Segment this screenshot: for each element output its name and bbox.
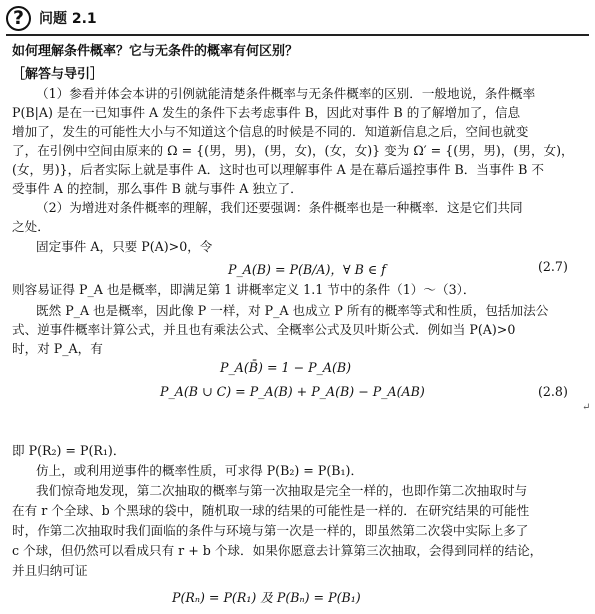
text-line: 受事件 A 的控制，那么事件 B 就与事件 A 独立了． (12, 181, 303, 196)
text-line: P(B|A) 是在一已知事件 A 发生的条件下去考虑事件 B，因此对事件 B 的了解增加了，信息 (12, 105, 521, 120)
question-text: 如何理解条件概率？它与无条件的概率有何区别？ (12, 44, 299, 59)
answer-section-tag: ［解答与导引］ (12, 67, 104, 82)
text-line: 时，对 P_A，有 (12, 341, 103, 356)
equation: P_A(B ∪ C) = P_A(B) + P_A(B) − P_A(AB) (160, 384, 425, 399)
equation: P(Rₙ) = P(R₁) 及 P(Bₙ) = P(B₁) (172, 590, 361, 605)
equation-number: (2.8) (538, 384, 568, 399)
text-line: 则容易证得 P_A 也是概率，即满足第 1 讲概率定义 1.1 节中的条件（1）～（3）． (12, 282, 476, 297)
text-line: （2）为增进对条件概率的理解，我们还要强调：条件概率也是一种概率．这是它们共同 (36, 200, 523, 215)
text-line: 固定事件 A，只要 P(A)>0，令 (36, 239, 213, 254)
text-line: (女，男)}，后者实际上就是事件 A．这时也可以理解事件 A 是在幕后遥控事件 B．当事件 B 不 (12, 162, 544, 177)
return-mark: ↵ (582, 402, 591, 413)
text-line: 在有 r 个全球、b 个黑球的袋中，随机取一球的结果的可能性是一样的．在研究结果的可能性 (12, 503, 530, 518)
header-rule (6, 34, 589, 36)
text-line: 仿上，或利用逆事件的概率性质，可求得 P(B₂) = P(B₁)． (36, 463, 364, 478)
text-line: 之处． (12, 219, 50, 234)
text-line: 式、逆事件概率计算公式，并且也有乘法公式、全概率公式及贝叶斯公式．例如当 P(A)>0 (12, 322, 516, 337)
text-line: （1）参看并体会本讲的引例就能清楚条件概率与无条件概率的区别．一般地说，条件概率 (36, 86, 536, 101)
question-mark-icon: ? (6, 6, 31, 31)
equation: P_A(B̄) = 1 − P_A(B) (220, 360, 352, 375)
text-line: 即 P(R₂) = P(R₁)． (12, 443, 126, 458)
question-header (6, 3, 97, 33)
text-line: 了，在引例中空间由原来的 Ω = {(男，男)，(男，女)，(女，女)} 变为 Ω′ = {(男，男)，(男，女)， (12, 143, 574, 158)
text-line: c 个球，但仍然可以看成只有 r + b 个球．如果你愿意去计算第三次抽取，会得到同样的结论， (12, 543, 543, 558)
text-line: 并且归纳可证 (12, 563, 88, 578)
text-line: 既然 P_A 也是概率，因此像 P 一样，对 P_A 也成立 P 所有的概率等式和性质，包括加法公 (36, 303, 549, 318)
text-line: 时，作第二次抽取时我们面临的条件与环境与第一次是一样的，即虽然第二次袋中实际上多了 (12, 523, 529, 538)
equation: P_A(B) = P(B/A)，∀ B ∈ f (228, 262, 386, 277)
text-line: 增加了，发生的可能性大小与不知道这个信息的时候是不同的．知道新信息之后，空间也就变 (12, 124, 529, 139)
question-title: 问题 2.1 (39, 11, 97, 27)
text-line: 我们惊奇地发现，第二次抽取的概率与第一次抽取是完全一样的，也即作第二次抽取时与 (36, 483, 528, 498)
equation-number: (2.7) (538, 259, 568, 274)
